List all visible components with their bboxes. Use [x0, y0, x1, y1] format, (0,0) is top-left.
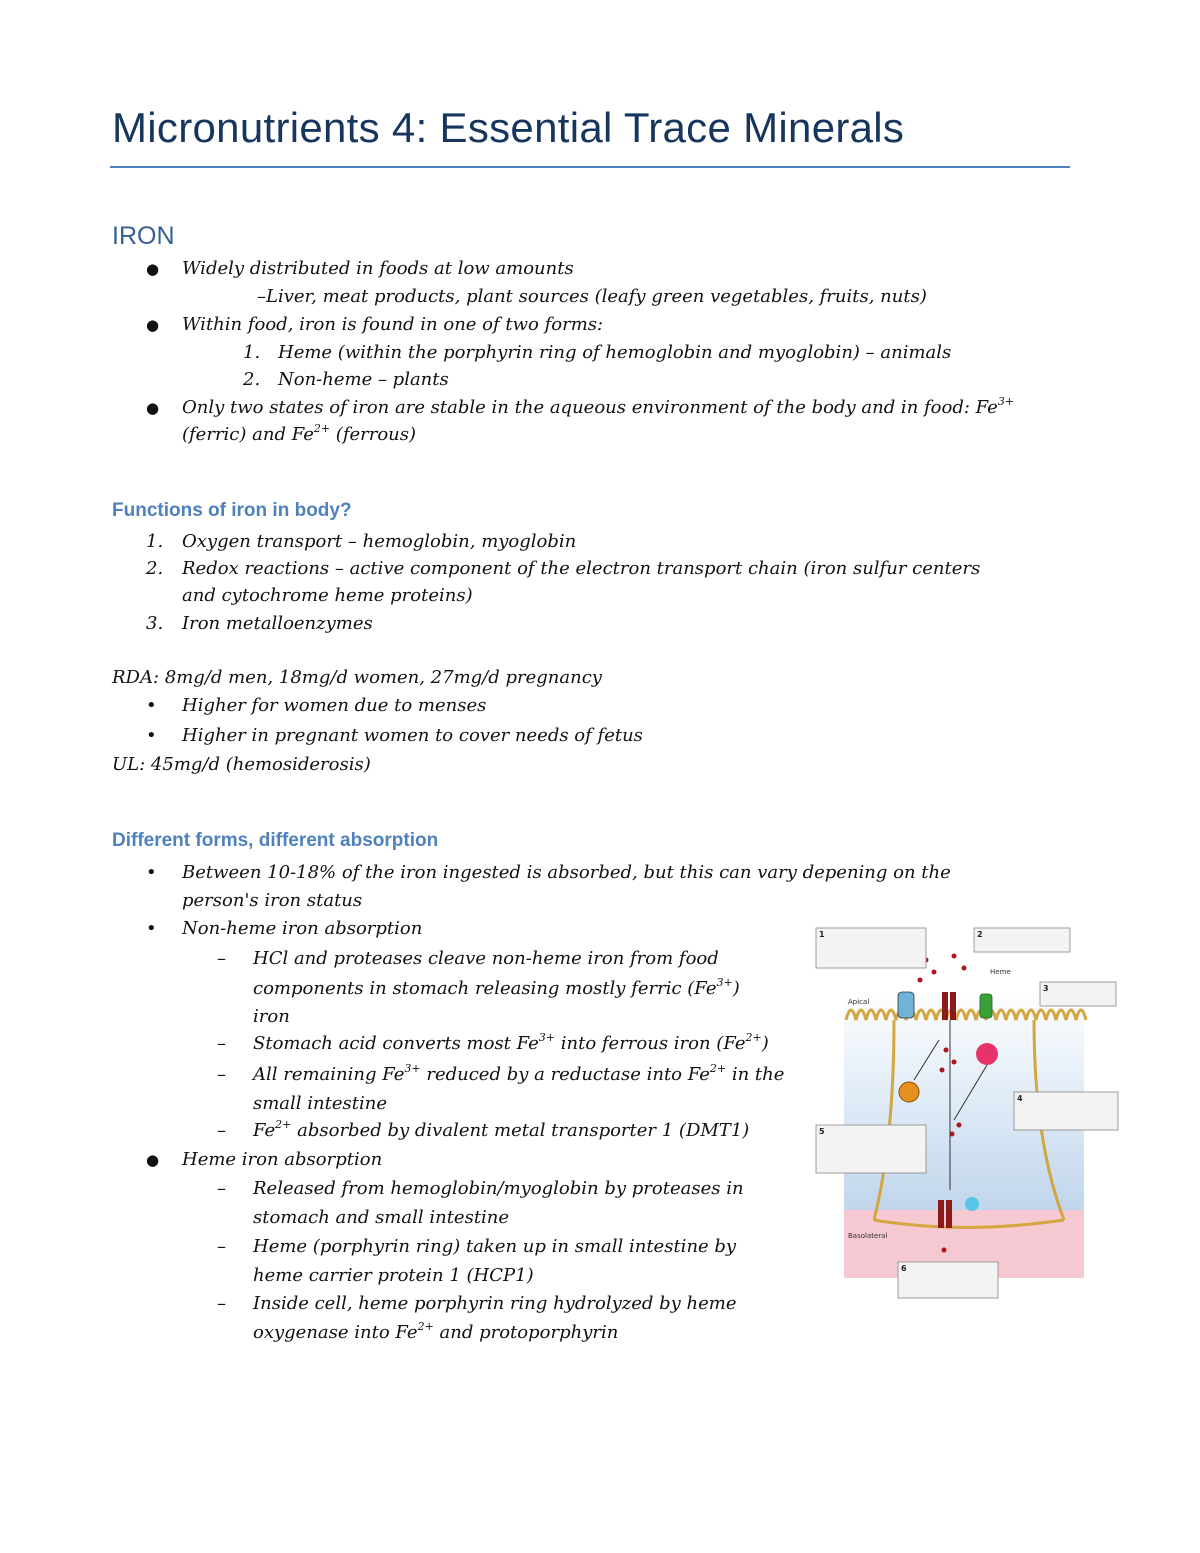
dash-icon: –: [217, 1236, 226, 1257]
svg-text:1: 1: [819, 930, 825, 939]
section-heading-absorption: Different forms, different absorption: [112, 830, 439, 851]
svg-text:Heme: Heme: [990, 968, 1011, 976]
nonheme-step-1: HCl and proteases cleave non-heme iron from food: [253, 948, 719, 969]
iron-bullet-3-cont: (ferric) and $Fe^{2+}$ (ferrous): [182, 422, 417, 445]
bullet-icon: ●: [146, 1151, 160, 1169]
dash-icon: –: [217, 1293, 226, 1314]
bullet-icon: ●: [146, 260, 160, 278]
function-item-3: Iron metalloenzymes: [182, 613, 373, 634]
dash-icon: –: [217, 1178, 226, 1199]
section-heading-iron: IRON: [112, 222, 175, 250]
bullet-icon: •: [146, 918, 157, 939]
function-item-2-cont: and cytochrome heme proteins): [182, 585, 473, 606]
iron-form-heme: Heme (within the porphyrin ring of hemoglobin and myoglobin) – animals: [278, 342, 952, 363]
dash-icon: –: [217, 948, 226, 969]
heme-step-1: Released from hemoglobin/myoglobin by proteases in: [253, 1178, 744, 1199]
function-item-2: Redox reactions – active component of the electron transport chain (iron sulfur centers: [182, 558, 981, 579]
rda-bullet-1: Higher for women due to menses: [182, 695, 487, 716]
nonheme-step-4: $Fe^{2+}$ absorbed by divalent metal transporter 1 (DMT1): [253, 1118, 750, 1141]
bullet-icon: •: [146, 725, 157, 746]
list-number: 1.: [146, 531, 164, 552]
function-item-1: Oxygen transport – hemoglobin, myoglobin: [182, 531, 577, 552]
nonheme-step-3: All remaining $Fe^{3+}$ reduced by a reductase into $Fe^{2+}$ in the: [253, 1062, 785, 1085]
svg-text:3: 3: [1043, 984, 1049, 993]
iron-bullet-1: Widely distributed in foods at low amounts: [182, 258, 574, 279]
absorption-bullet-1-cont: person's iron status: [182, 890, 363, 911]
bullet-icon: •: [146, 695, 157, 716]
absorption-bullet-1: Between 10-18% of the iron ingested is absorbed, but this can vary depening on the: [182, 862, 951, 883]
list-number: 2.: [243, 369, 261, 390]
heme-step-1-cont: stomach and small intestine: [253, 1207, 510, 1228]
dash-icon: –: [217, 1120, 226, 1141]
svg-text:2: 2: [977, 930, 983, 939]
dash-icon: –: [217, 1064, 226, 1085]
bullet-icon: ●: [146, 316, 160, 334]
svg-text:5: 5: [819, 1127, 825, 1136]
nonheme-step-1-end: iron: [253, 1006, 290, 1027]
list-number: 3.: [146, 613, 164, 634]
svg-text:Apical: Apical: [848, 998, 870, 1006]
hcp1-transporter: [980, 994, 992, 1018]
bullet-icon: ●: [146, 399, 160, 417]
list-number: 2.: [146, 558, 164, 579]
ul-line: UL: 45mg/d (hemosiderosis): [112, 754, 371, 775]
heme-step-3: Inside cell, heme porphyrin ring hydrolyzed by heme: [253, 1293, 737, 1314]
dash-icon: –: [217, 1033, 226, 1054]
title-underline: [110, 166, 1070, 168]
nonheme-step-2: Stomach acid converts most $Fe^{3+}$ into ferrous iron $(Fe^{2+})$: [253, 1031, 769, 1054]
heme-step-2: Heme (porphyrin ring) taken up in small intestine by: [253, 1236, 737, 1257]
nonheme-step-1-cont: components in stomach releasing mostly ferric $(Fe^{3+})$: [253, 976, 740, 999]
list-number: 1.: [243, 342, 261, 363]
svg-text:6: 6: [901, 1264, 907, 1273]
ferroportin-transporter: [938, 1200, 944, 1228]
svg-text:Basolateral: Basolateral: [848, 1232, 888, 1240]
iron-absorption-diagram: [814, 920, 1120, 1300]
dmt1-transporter: [950, 992, 956, 1020]
heme-step-2-cont: heme carrier protein 1 (HCP1): [253, 1265, 534, 1286]
iron-bullet-2: Within food, iron is found in one of two forms:: [182, 314, 604, 335]
svg-text:4: 4: [1017, 1094, 1023, 1103]
iron-food-sources: –Liver, meat products, plant sources (leafy green vegetables, fruits, nuts): [257, 286, 927, 307]
ferritin: [899, 1082, 919, 1102]
bullet-icon: •: [146, 862, 157, 883]
nonheme-heading: Non-heme iron absorption: [182, 918, 423, 939]
heme-step-3-cont: oxygenase into $Fe^{2+}$ and protoporphyrin: [253, 1320, 619, 1343]
section-heading-functions: Functions of iron in body?: [112, 500, 352, 521]
hephaestin: [965, 1197, 979, 1211]
nonheme-step-3-cont: small intestine: [253, 1093, 387, 1114]
heme-oxygenase: [976, 1043, 998, 1065]
dmt1-transporter: [942, 992, 948, 1020]
rda-line: RDA: 8mg/d men, 18mg/d women, 27mg/d pregnancy: [112, 667, 602, 688]
rda-bullet-2: Higher in pregnant women to cover needs of fetus: [182, 725, 643, 746]
iron-bullet-3: Only two states of iron are stable in the aqueous environment of the body and in food: $Fe^{3+}$: [182, 395, 1015, 418]
page-title: Micronutrients 4: Essential Trace Minerals: [112, 104, 905, 151]
ferroportin-transporter: [946, 1200, 952, 1228]
iron-form-nonheme: Non-heme – plants: [278, 369, 449, 390]
dcytb-transporter: [898, 992, 914, 1018]
heme-heading: Heme iron absorption: [182, 1149, 383, 1170]
